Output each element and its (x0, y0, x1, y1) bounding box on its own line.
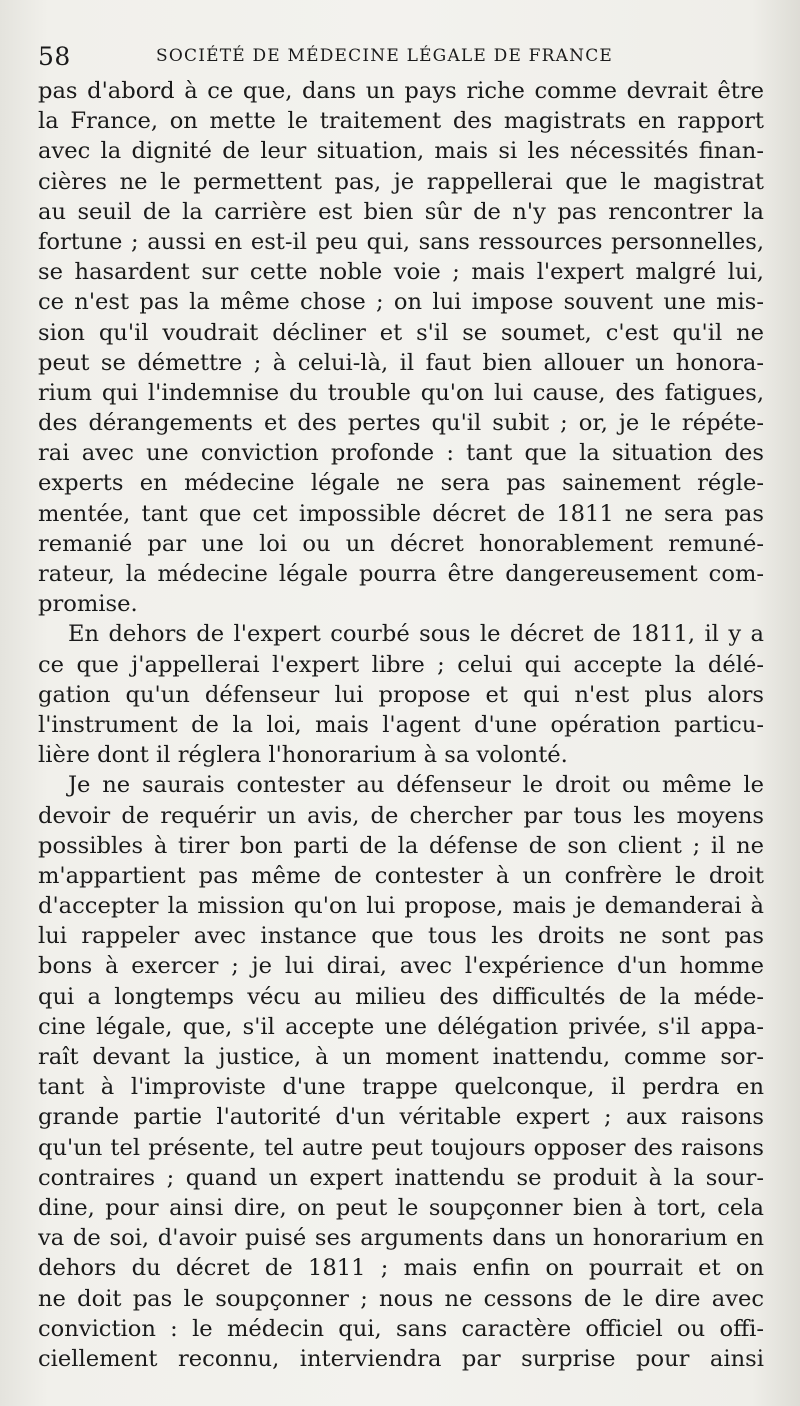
text-line: l'instrument de la loi, mais l'agent d'une opération particu- (38, 711, 764, 738)
text-line: grande partie l'autorité d'un véritable expert ; aux raisons (38, 1104, 764, 1131)
text-line: ce n'est pas la même chose ; on lui impose souvent une mis- (38, 289, 764, 316)
text-line: raît devant la justice, à un moment inattendu, comme sor- (38, 1044, 764, 1070)
text-line: tant à l'improviste d'une trappe quelconque, il perdra en (38, 1074, 764, 1101)
text-line: se hasardent sur cette noble voie ; mais l'expert malgré lui, (38, 259, 764, 286)
text-line: dehors du décret de 1811 ; mais enfin on pourrait et on (38, 1255, 764, 1282)
text-line: ne doit pas le soupçonner ; nous ne cessons de le dire avec (38, 1285, 764, 1312)
text-line: d'accepter la mission qu'on lui propose, mais je demanderai à (38, 893, 764, 920)
running-head: SOCIÉTÉ DE MÉDECINE LÉGALE DE FRANCE (156, 46, 614, 66)
text-line: fortune ; aussi en est-il peu qui, sans ressources personnelles, (38, 228, 764, 255)
text-line: gation qu'un défenseur lui propose et qui n'est plus alors (38, 681, 764, 708)
text-line: ciellement reconnu, interviendra par surprise pour ainsi (38, 1345, 764, 1372)
paragraph-first-line: Je ne saurais contester au défenseur le droit ou même le (68, 772, 764, 799)
page-number: 58 (38, 42, 71, 71)
paragraph-first-line: En dehors de l'expert courbé sous le décret de 1811, il y a (68, 621, 764, 648)
text-line: devoir de requérir un avis, de chercher par tous les moyens (38, 802, 764, 829)
text-line: lui rappeler avec instance que tous les droits ne sont pas (38, 923, 764, 950)
text-line: m'appartient pas même de contester à un confrère le droit (38, 862, 764, 889)
text-line: peut se démettre ; à celui-là, il faut bien allouer un honora- (38, 349, 764, 376)
text-line: dine, pour ainsi dire, on peut le soupçonner bien à tort, cela (38, 1194, 764, 1221)
text-line: sion qu'il voudrait décliner et s'il se soumet, c'est qu'il ne (38, 319, 764, 346)
page-header (38, 36, 778, 76)
text-line: mentée, tant que cet impossible décret de 1811 ne sera pas (38, 500, 764, 527)
text-line: des dérangements et des pertes qu'il subit ; or, je le répéte- (38, 410, 764, 437)
text-line: conviction : le médecin qui, sans caractère officiel ou offi- (38, 1315, 764, 1342)
text-line: qui a longtemps vécu au milieu des difficultés de la méde- (38, 983, 764, 1010)
text-line: qu'un tel présente, tel autre peut toujours opposer des raisons (38, 1134, 764, 1161)
text-line: experts en médecine légale ne sera pas sainement régle- (38, 470, 764, 497)
text-line: rai avec une conviction profonde : tant que la situation des (38, 440, 764, 467)
text-line: avec la dignité de leur situation, mais si les nécessités finan- (38, 138, 764, 165)
text-line: cine légale, que, s'il accepte une délégation privée, s'il appa- (38, 1013, 764, 1040)
text-line: contraires ; quand un expert inattendu se produit à la sour- (38, 1164, 764, 1191)
text-line: remanié par une loi ou un décret honorablement remuné- (38, 530, 764, 557)
text-line: promise. (38, 591, 138, 618)
text-line: au seuil de la carrière est bien sûr de n'y pas rencontrer la (38, 198, 764, 225)
text-line: ce que j'appellerai l'expert libre ; celui qui accepte la délé- (38, 651, 764, 678)
body-text (38, 76, 764, 1374)
text-line: pas d'abord à ce que, dans un pays riche comme devrait être (38, 78, 764, 104)
text-line: rateur, la médecine légale pourra être dangereusement com- (38, 561, 764, 587)
text-line: va de soi, d'avoir puisé ses arguments dans un honorarium en (38, 1225, 764, 1252)
text-line: cières ne le permettent pas, je rappellerai que le magistrat (38, 168, 764, 195)
text-line: bons à exercer ; je lui dirai, avec l'expérience d'un homme (38, 953, 764, 980)
text-line: rium qui l'indemnise du trouble qu'on lui cause, des fatigues, (38, 379, 764, 406)
text-line: la France, on mette le traitement des magistrats en rapport (38, 108, 764, 135)
text-line: lière dont il réglera l'honorarium à sa volonté. (38, 742, 568, 769)
text-line: possibles à tirer bon parti de la défense de son client ; il ne (38, 832, 764, 859)
